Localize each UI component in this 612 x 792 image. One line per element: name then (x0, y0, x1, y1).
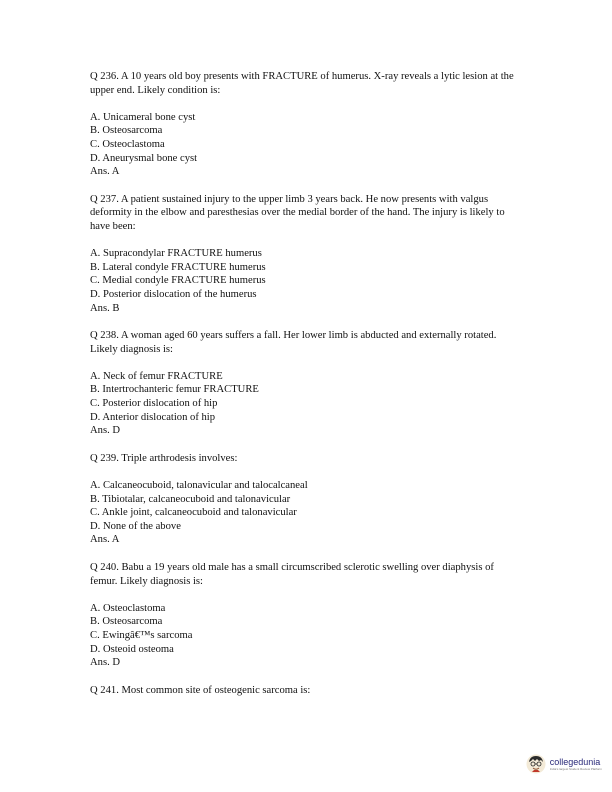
option-a: A. Unicameral bone cyst (90, 111, 196, 123)
option-b: B. Tibiotalar, calcaneocuboid and talonavicular (90, 493, 291, 505)
option-c: C. Posterior dislocation of hip (90, 398, 218, 410)
option-b: B. Osteosarcoma (90, 125, 163, 137)
option-c: C. Ewingâ€™s sarcoma (90, 629, 193, 641)
option-d: D. Anterior dislocation of hip (90, 411, 216, 423)
answer: Ans. D (90, 657, 121, 669)
option-d: D. None of the above (90, 520, 181, 532)
document-body (90, 70, 520, 697)
option-d: D. Posterior dislocation of the humerus (90, 288, 257, 300)
brand-name: collegedunia (549, 757, 601, 767)
question-236 (90, 70, 520, 179)
option-d: D. Osteoid osteoma (90, 643, 174, 655)
option-a: A. Neck of femur FRACTURE (90, 370, 223, 382)
brand-tagline: India's largest Student Review Platform (549, 767, 602, 771)
question-stem: Q 239. Triple arthrodesis involves: (90, 452, 238, 464)
answer: Ans. A (90, 166, 120, 178)
question-stem: Q 240. Babu a 19 years old male has a small circumscribed sclerotic swelling over diaphysis of femur. Likely diagnosis is: (90, 562, 494, 587)
question-240 (90, 561, 520, 670)
question-241-stem: Q 241. Most common site of osteogenic sarcoma is: (90, 684, 311, 696)
option-a: A. Osteoclastoma (90, 602, 166, 614)
option-a: A. Calcaneocuboid, talonavicular and talocalcaneal (90, 480, 308, 492)
collegedunia-logo-icon (526, 754, 546, 774)
question-239 (90, 452, 520, 547)
answer: Ans. A (90, 534, 120, 546)
question-stem: Q 238. A woman aged 60 years suffers a fall. Her lower limb is abducted and externally rotated. Likely diagnosis is: (90, 330, 497, 355)
option-b: B. Osteosarcoma (90, 616, 163, 628)
question-stem: Q 237. A patient sustained injury to the upper limb 3 years back. He now presents with valgus deformity in the elbow and paresthesias over the medial border of the hand. The injury is likely to have been: (90, 193, 505, 232)
option-c: C. Medial condyle FRACTURE humerus (90, 275, 266, 287)
option-d: D. Aneurysmal bone cyst (90, 152, 198, 164)
question-237 (90, 193, 520, 315)
question-stem: Q 236. A 10 years old boy presents with FRACTURE of humerus. X-ray reveals a lytic lesion at the upper end. Likely condition is: (90, 71, 514, 96)
logo-text (550, 757, 602, 771)
question-238 (90, 329, 520, 438)
answer: Ans. B (90, 302, 120, 314)
option-c: C. Ankle joint, calcaneocuboid and talonavicular (90, 507, 297, 519)
collegedunia-logo[interactable] (526, 754, 602, 774)
option-b: B. Lateral condyle FRACTURE humerus (90, 261, 266, 273)
option-a: A. Supracondylar FRACTURE humerus (90, 248, 262, 260)
answer: Ans. D (90, 425, 121, 437)
option-b: B. Intertrochanteric femur FRACTURE (90, 384, 259, 396)
option-c: C. Osteoclastoma (90, 138, 165, 150)
